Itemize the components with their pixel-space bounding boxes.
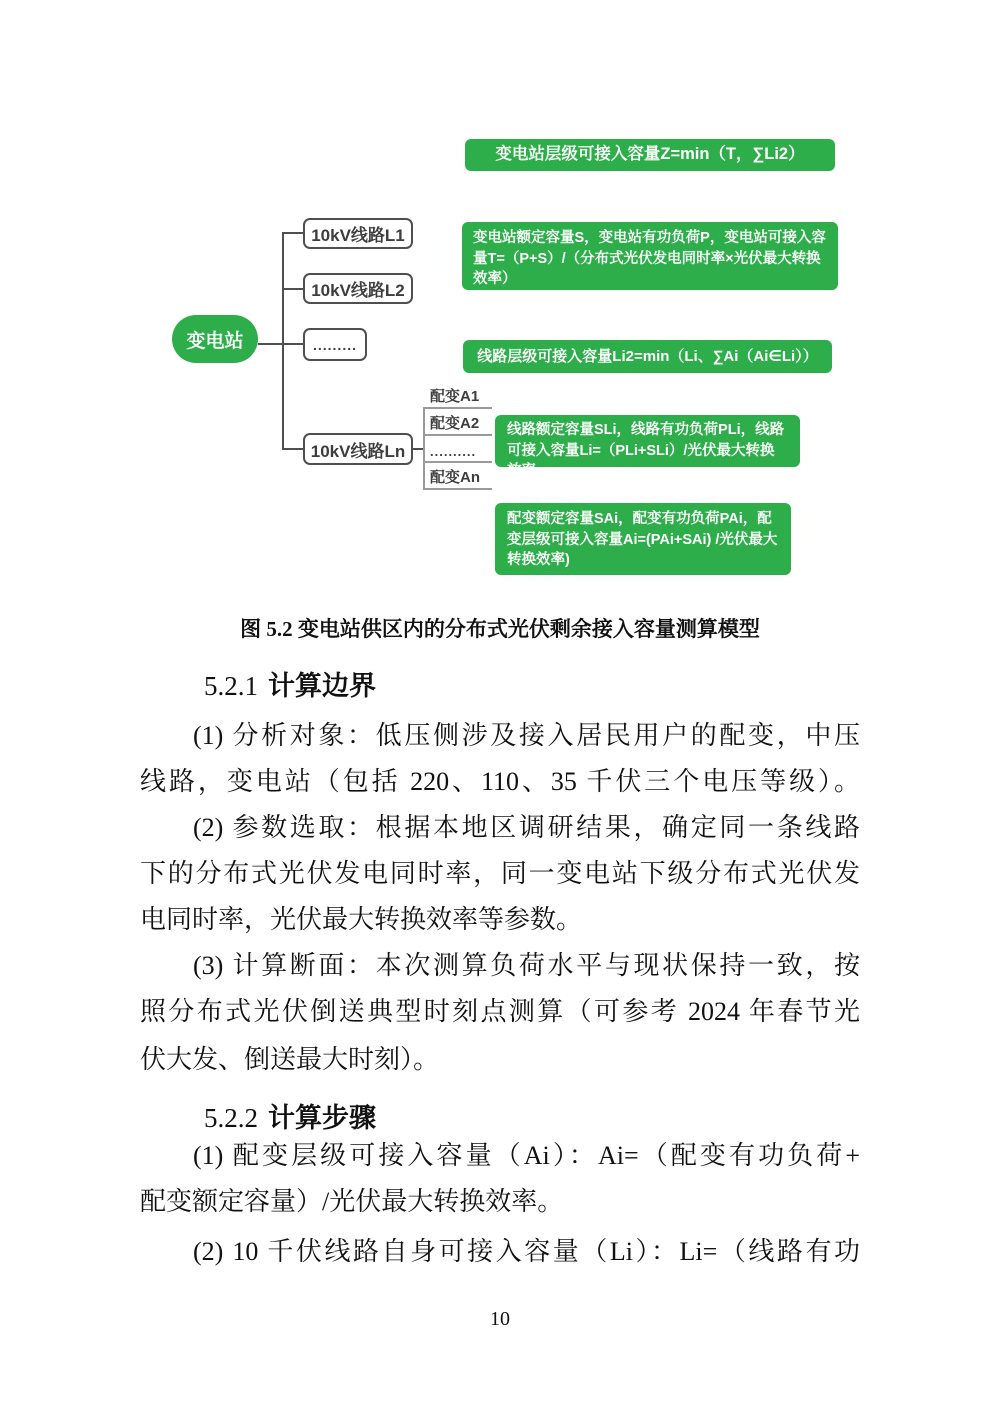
transformer-label-an: 配变An <box>430 469 480 486</box>
station-detail-formula-box: 变电站额定容量S，变电站有功负荷P，变电站可接入容量T=（P+S）/（分布式光伏发电同时率×光伏最大转换效率） <box>462 222 838 290</box>
section-heading-522 <box>204 1096 376 1135</box>
capacity-model-diagram <box>0 0 1000 600</box>
section-number: 5.2.2 <box>204 1103 258 1133</box>
body-line: (1) 配变层级可接入容量（Ai）：Ai=（配变有功负荷+ <box>193 1141 860 1170</box>
body-line: 伏大发、倒送最大时刻）。 <box>140 1045 440 1074</box>
bracket-vertical-line <box>423 407 425 490</box>
branch-line-ln <box>283 448 303 450</box>
transformer-detail-formula-box: 配变额定容量SAi，配变有功负荷PAi，配变层级可接入容量Ai=(PAi+SAi) /光伏最大转换效率) <box>495 503 791 575</box>
connector-ln-to-bracket <box>413 448 423 450</box>
transformer-label-a2: 配变A2 <box>430 415 480 432</box>
body-line: 线路，变电站（包括 220、110、35 千伏三个电压等级）。 <box>140 767 860 796</box>
section-title: 计算边界 <box>268 671 376 701</box>
bracket-underline-a1 <box>423 407 492 409</box>
transformer-label-ellipsis: .......... <box>430 444 477 459</box>
feeder-node-l1: 10kV线路L1 <box>303 218 413 249</box>
figure-caption: 图 5.2 变电站供区内的分布式光伏剩余接入容量测算模型 <box>240 617 760 641</box>
body-line: (1) 分析对象：低压侧涉及接入居民用户的配变，中压 <box>193 721 860 750</box>
branch-line-root-dots <box>258 343 303 345</box>
body-line: (2) 参数选取：根据本地区调研结果，确定同一条线路 <box>193 813 860 842</box>
bracket-underline-dots <box>423 461 492 463</box>
section-heading-521 <box>204 664 376 703</box>
body-line: 照分布式光伏倒送典型时刻点测算（可参考 2024 年春节光 <box>140 997 860 1026</box>
tree-trunk-line <box>282 232 284 450</box>
body-line: 电同时率，光伏最大转换效率等参数。 <box>140 905 583 934</box>
line-detail-formula-box: 线路额定容量SLi，线路有功负荷PLi，线路可接入容量Li=（PLi+SLi）/光伏最大转换效率 <box>495 415 800 467</box>
bracket-underline-a2 <box>423 434 492 436</box>
feeder-node-ellipsis: ......... <box>303 328 367 361</box>
section-number: 5.2.1 <box>204 671 258 701</box>
bracket-underline-an <box>423 488 492 490</box>
feeder-node-ln: 10kV线路Ln <box>303 433 413 465</box>
substation-node: 变电站 <box>172 315 258 363</box>
branch-line-l1 <box>283 232 303 234</box>
station-level-formula-box: 变电站层级可接入容量Z=min（T，∑Li2） <box>465 139 835 171</box>
transformer-label-a1: 配变A1 <box>430 388 480 405</box>
line-level-formula-box: 线路层级可接入容量Li2=min（Li、∑Ai（Ai∈Li）） <box>463 340 832 373</box>
body-line: 下的分布式光伏发电同时率，同一变电站下级分布式光伏发 <box>140 859 860 888</box>
body-line: (3) 计算断面：本次测算负荷水平与现状保持一致，按 <box>193 951 860 980</box>
section-title: 计算步骤 <box>268 1103 376 1133</box>
body-line: 配变额定容量）/光伏最大转换效率。 <box>140 1187 564 1216</box>
page-number: 10 <box>490 1308 510 1330</box>
feeder-node-l2: 10kV线路L2 <box>303 273 413 304</box>
branch-line-l2 <box>283 288 303 290</box>
body-line: (2) 10 千伏线路自身可接入容量（Li）：Li=（线路有功 <box>193 1237 860 1266</box>
